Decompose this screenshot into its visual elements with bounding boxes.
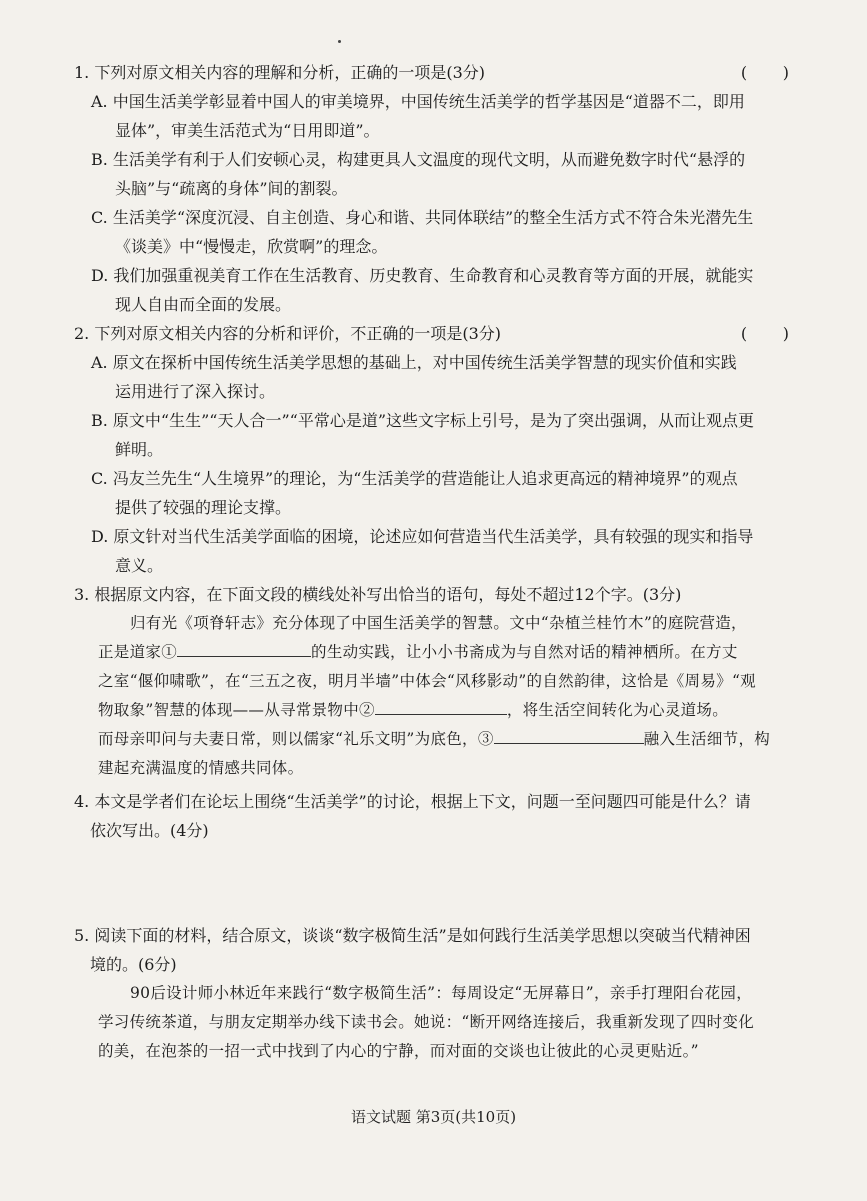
option-c: C. 冯友兰先生“人生境界”的理论，为“生活美学的营造能让人追求更高远的精神境界”的观点 提供了较强的理论支撑。 [91, 469, 738, 517]
passage-line: 正是道家① 的生动实践，让小小书斋成为与自然对话的精神栖所。在方丈 [74, 638, 793, 667]
question-3 [74, 580, 793, 783]
question-stem: 1. 下列对原文相关内容的理解和分析，正确的一项是(3分) [74, 63, 486, 82]
answer-paren: ( ) [740, 324, 789, 343]
question-stem-cont: 境的。(6分) [90, 955, 177, 974]
scan-dot [338, 40, 341, 43]
answer-paren: ( ) [740, 63, 789, 82]
question-4 [74, 787, 793, 909]
question-2 [74, 319, 793, 580]
question-stem-cont: 依次写出。(4分) [90, 821, 209, 840]
option-b: B. 原文中“生生”“天人合一”“平常心是道”这些文字标上引号，是为了突出强调，从而让观点更 鲜明。 [91, 411, 755, 459]
question-stem: 5. 阅读下面的材料，结合原文，谈谈“数字极简生活”是如何践行生活美学思想以突破当代精神困 [74, 926, 751, 945]
answer-blank-3[interactable] [494, 727, 644, 744]
answer-blank-2[interactable] [375, 698, 507, 715]
option-c: C. 生活美学“深度沉浸、自主创造、身心和谐、共同体联结”的整全生活方式不符合朱光潜先生 《谈美》中“慢慢走，欣赏啊”的理念。 [91, 208, 754, 256]
option-d: D. 原文针对当代生活美学面临的困境，论述应如何营造当代生活美学，具有较强的现实和指导 意义。 [91, 527, 754, 575]
page-footer: 语文试题 第3页(共10页) [350, 1108, 517, 1126]
material-line: 的美，在泡茶的一招一式中找到了内心的宁静，而对面的交谈也让彼此的心灵更贴近。” [98, 1042, 699, 1060]
option-a: A. 原文在探析中国传统生活美学思想的基础上，对中国传统生活美学智慧的现实价值和实践 运用进行了深入探讨。 [91, 353, 737, 401]
passage-line: 物取象”智慧的体现——从寻常景物中② ，将生活空间转化为心灵道场。 [74, 696, 793, 725]
question-5 [74, 921, 793, 1066]
question-stem: 3. 根据原文内容，在下面文段的横线处补写出恰当的语句，每处不超过12个字。(3分) [74, 585, 682, 604]
passage-line: 而母亲叩问与夫妻日常，则以儒家“礼乐文明”为底色，③ 融入生活细节，构 [74, 725, 793, 754]
answer-blank-1[interactable] [177, 640, 311, 657]
passage-line: 之室“偃仰啸歌”，在“三五之夜，明月半墙”中体会“风移影动”的自然韵律，这恰是《周易》“观 [98, 672, 756, 690]
material-line: 90后设计师小林近年来践行“数字极简生活”：每周设定“无屏幕日”，亲手打理阳台花园， [130, 984, 753, 1002]
option-b: B. 生活美学有利于人们安顿心灵，构建更具人文温度的现代文明，从而避免数字时代“悬浮的 头脑”与“疏离的身体”间的割裂。 [91, 150, 746, 198]
passage-line: 建起充满温度的情感共同体。 [98, 759, 304, 777]
question-stem: 4. 本文是学者们在论坛上围绕“生活美学”的讨论，根据上下文，问题一至问题四可能是什么？请 [74, 792, 751, 811]
question-stem: 2. 下列对原文相关内容的分析和评价，不正确的一项是(3分) [74, 324, 502, 343]
passage-line: 归有光《项脊轩志》充分体现了中国生活美学的智慧。文中“杂植兰桂竹木”的庭院营造， [130, 614, 747, 632]
answer-space[interactable] [74, 845, 793, 909]
material-line: 学习传统茶道，与朋友定期举办线下读书会。她说：“断开网络连接后，我重新发现了四时变化 [98, 1013, 755, 1031]
option-d: D. 我们加强重视美育工作在生活教育、历史教育、生命教育和心灵教育等方面的开展，就能实 现人自由而全面的发展。 [91, 266, 754, 314]
question-1 [74, 58, 793, 319]
option-a: A. 中国生活美学彰显着中国人的审美境界，中国传统生活美学的哲学基因是“道器不二，即用 显体”，审美生活范式为“日用即道”。 [91, 92, 745, 140]
